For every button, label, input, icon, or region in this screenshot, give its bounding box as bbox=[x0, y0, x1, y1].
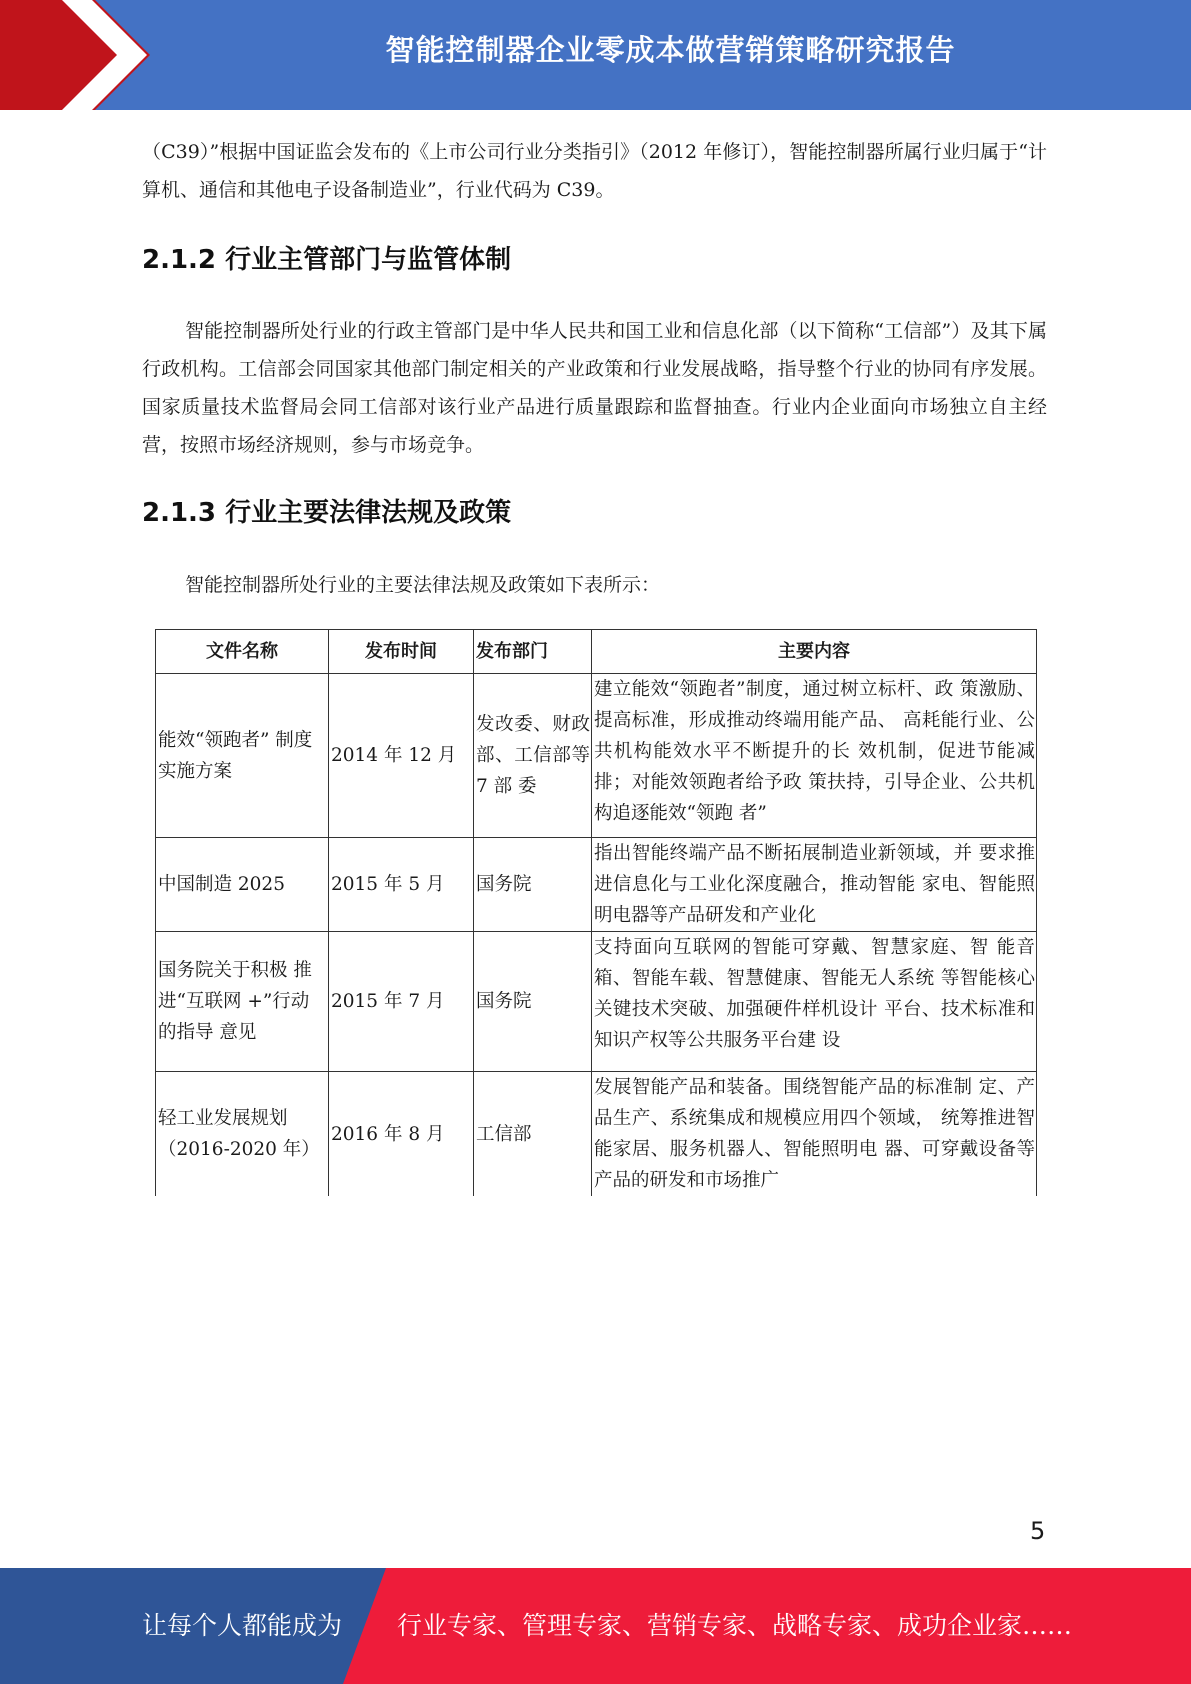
page-footer bbox=[0, 1568, 1191, 1684]
cell-date: 2014 年 12 月 bbox=[329, 674, 474, 838]
cell-name: 能效“领跑者” 制度实施方案 bbox=[156, 674, 329, 838]
table-row bbox=[156, 1072, 1037, 1197]
table-row bbox=[156, 838, 1037, 932]
cell-dept: 工信部 bbox=[474, 1072, 592, 1197]
cell-date: 2016 年 8 月 bbox=[329, 1072, 474, 1197]
page-header bbox=[0, 0, 1191, 110]
page-number: 5 bbox=[1030, 1517, 1046, 1545]
cell-date: 2015 年 5 月 bbox=[329, 838, 474, 932]
cell-name: 轻工业发展规划（2016-2020 年） bbox=[156, 1072, 329, 1197]
cell-dept: 发改委、财政部、工信部等 7 部 委 bbox=[474, 674, 592, 838]
cell-content: 支持面向互联网的智能可穿戴、智慧家庭、智 能音箱、智能车载、智慧健康、智能无人系统 等智能核心关键技术突破、加强硬件样机设计 平台、技术标准和知识产权等公共服务平台建 设 bbox=[592, 932, 1037, 1072]
cell-content: 指出智能终端产品不断拓展制造业新领域，并 要求推进信息化与工业化深度融合，推动智能 家电、智能照明电器等产品研发和产业化 bbox=[592, 838, 1037, 932]
cell-date: 2015 年 7 月 bbox=[329, 932, 474, 1072]
cell-dept: 国务院 bbox=[474, 838, 592, 932]
table-header-row bbox=[156, 630, 1037, 674]
section-paragraph-2-1-2: 智能控制器所处行业的行政主管部门是中华人民共和国工业和信息化部（以下简称“工信部”）及其下属行政机构。工信部会同国家其他部门制定相关的产业政策和行业发展战略，指导整个行业的协同有序发展。国家质量技术监督局会同工信部对该行业产品进行质量跟踪和监督抽查。行业内企业面向市场独立自主经营，按照市场经济规则，参与市场竞争。 bbox=[142, 320, 1047, 456]
cell-dept: 国务院 bbox=[474, 932, 592, 1072]
section-heading-2-1-3: 2.1.3 行业主要法律法规及政策 bbox=[142, 498, 512, 528]
footer-slogan-left: 让每个人都能成为 bbox=[142, 1611, 343, 1640]
cell-name: 中国制造 2025 bbox=[156, 838, 329, 932]
cell-content: 发展智能产品和装备。围绕智能产品的标准制 定、产品生产、系统集成和规模应用四个领域， 统筹推进智能家居、服务机器人、智能照明电 器、可穿戴设备等产品的研发和市场推广 bbox=[592, 1072, 1037, 1197]
header-arrow-icon bbox=[0, 0, 160, 110]
cell-content: 建立能效“领跑者”制度，通过树立标杆、政 策激励、提高标准，形成推动终端用能产品、 高耗能行业、公共机构能效水平不断提升的长 效机制，促进节能减排；对能效领跑者给予政 策扶持，引导企业、公共机构追逐能效“领跑 者” bbox=[592, 674, 1037, 838]
policy-table bbox=[155, 629, 1037, 1196]
table-row bbox=[156, 674, 1037, 838]
section-paragraph-2-1-3: 智能控制器所处行业的主要法律法规及政策如下表所示： bbox=[185, 574, 661, 596]
column-header-date: 发布时间 bbox=[329, 630, 474, 674]
cell-name: 国务院关于积极 推进“互联网 +”行动的指导 意见 bbox=[156, 932, 329, 1072]
header-title: 智能控制器企业零成本做营销策略研究报告 bbox=[385, 33, 956, 67]
column-header-content: 主要内容 bbox=[592, 630, 1037, 674]
intro-paragraph: （C39）”根据中国证监会发布的《上市公司行业分类指引》（2012 年修订），智能控制器所属行业归属于“计算机、通信和其他电子设备制造业”，行业代码为 C39。 bbox=[142, 141, 1047, 201]
section-heading-2-1-2: 2.1.2 行业主管部门与监管体制 bbox=[142, 245, 512, 275]
table-row bbox=[156, 932, 1037, 1072]
column-header-name: 文件名称 bbox=[156, 630, 329, 674]
footer-slogan-right: 行业专家、管理专家、营销专家、战略专家、成功企业家…… bbox=[397, 1611, 1073, 1640]
column-header-dept: 发布部门 bbox=[474, 630, 592, 674]
